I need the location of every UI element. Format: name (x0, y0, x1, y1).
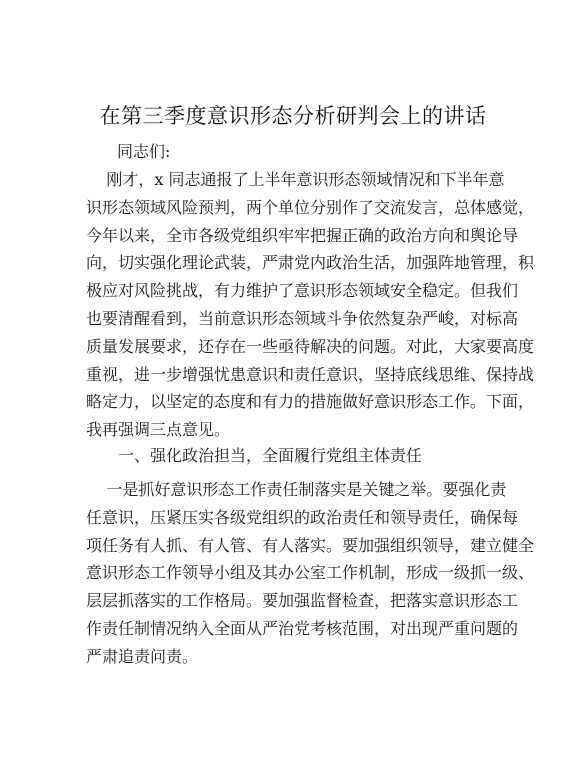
body-paragraph-2 (86, 476, 535, 671)
document-title: 在第三季度意识形态分析研判会上的讲话 (99, 104, 487, 128)
paragraph-line: 任意识，压紧压实各级党组织的政治责任和领导责任，确保每 (86, 507, 519, 527)
paragraph-line: 意识形态工作领导小组及其办公室工作机制，形成一级抓一级、 (86, 563, 535, 583)
paragraph-line: 严肃追责问责。 (86, 646, 199, 666)
paragraph-line: 质量发展要求，还存在一些亟待解决的问题。对此，大家要高度 (86, 336, 535, 356)
paragraph-line: 略定力，以坚定的态度和有力的措施做好意识形态工作。下面， (86, 392, 535, 412)
paragraph-line: 今年以来，全市各级党组织牢牢把握正确的政治方向和舆论导 (86, 225, 519, 245)
paragraph-line: 也要清醒看到，当前意识形态领域斗争依然复杂严峻，对标高 (86, 308, 519, 328)
paragraph-line: 一是抓好意识形态工作责任制落实是关键之举。要强化责 (86, 480, 507, 499)
paragraph-line: 重视，进一步增强忧患意识和责任意识，坚持底线思维、保持战 (86, 364, 535, 384)
salutation: 同志们: (117, 142, 171, 161)
section-heading-1: 一、强化政治担当，全面履行党组主体责任 (118, 446, 423, 465)
paragraph-line: 我再强调三点意见。 (86, 420, 231, 440)
paragraph-line: 极应对风险挑战，有力维护了意识形态领域安全稳定。但我们 (86, 281, 519, 301)
body-paragraph-1 (86, 166, 535, 444)
paragraph-line: 项任务有人抓、有人管、有人落实。要加强组织领导，建立健全 (86, 535, 535, 555)
paragraph-line: 向，切实强化理论武装，严肃党内政治生活，加强阵地管理，积 (86, 253, 535, 273)
paragraph-line: 层层抓落实的工作格局。要加强监督检查，把落实意识形态工 (86, 591, 519, 611)
paragraph-line: 识形态领域风险预判，两个单位分别作了交流发言，总体感觉， (86, 197, 535, 217)
paragraph-line: 作责任制情况纳入全面从严治党考核范围，对出现严重问题的 (86, 618, 519, 638)
paragraph-line: 刚才，x 同志通报了上半年意识形态领域情况和下半年意 (86, 170, 505, 189)
